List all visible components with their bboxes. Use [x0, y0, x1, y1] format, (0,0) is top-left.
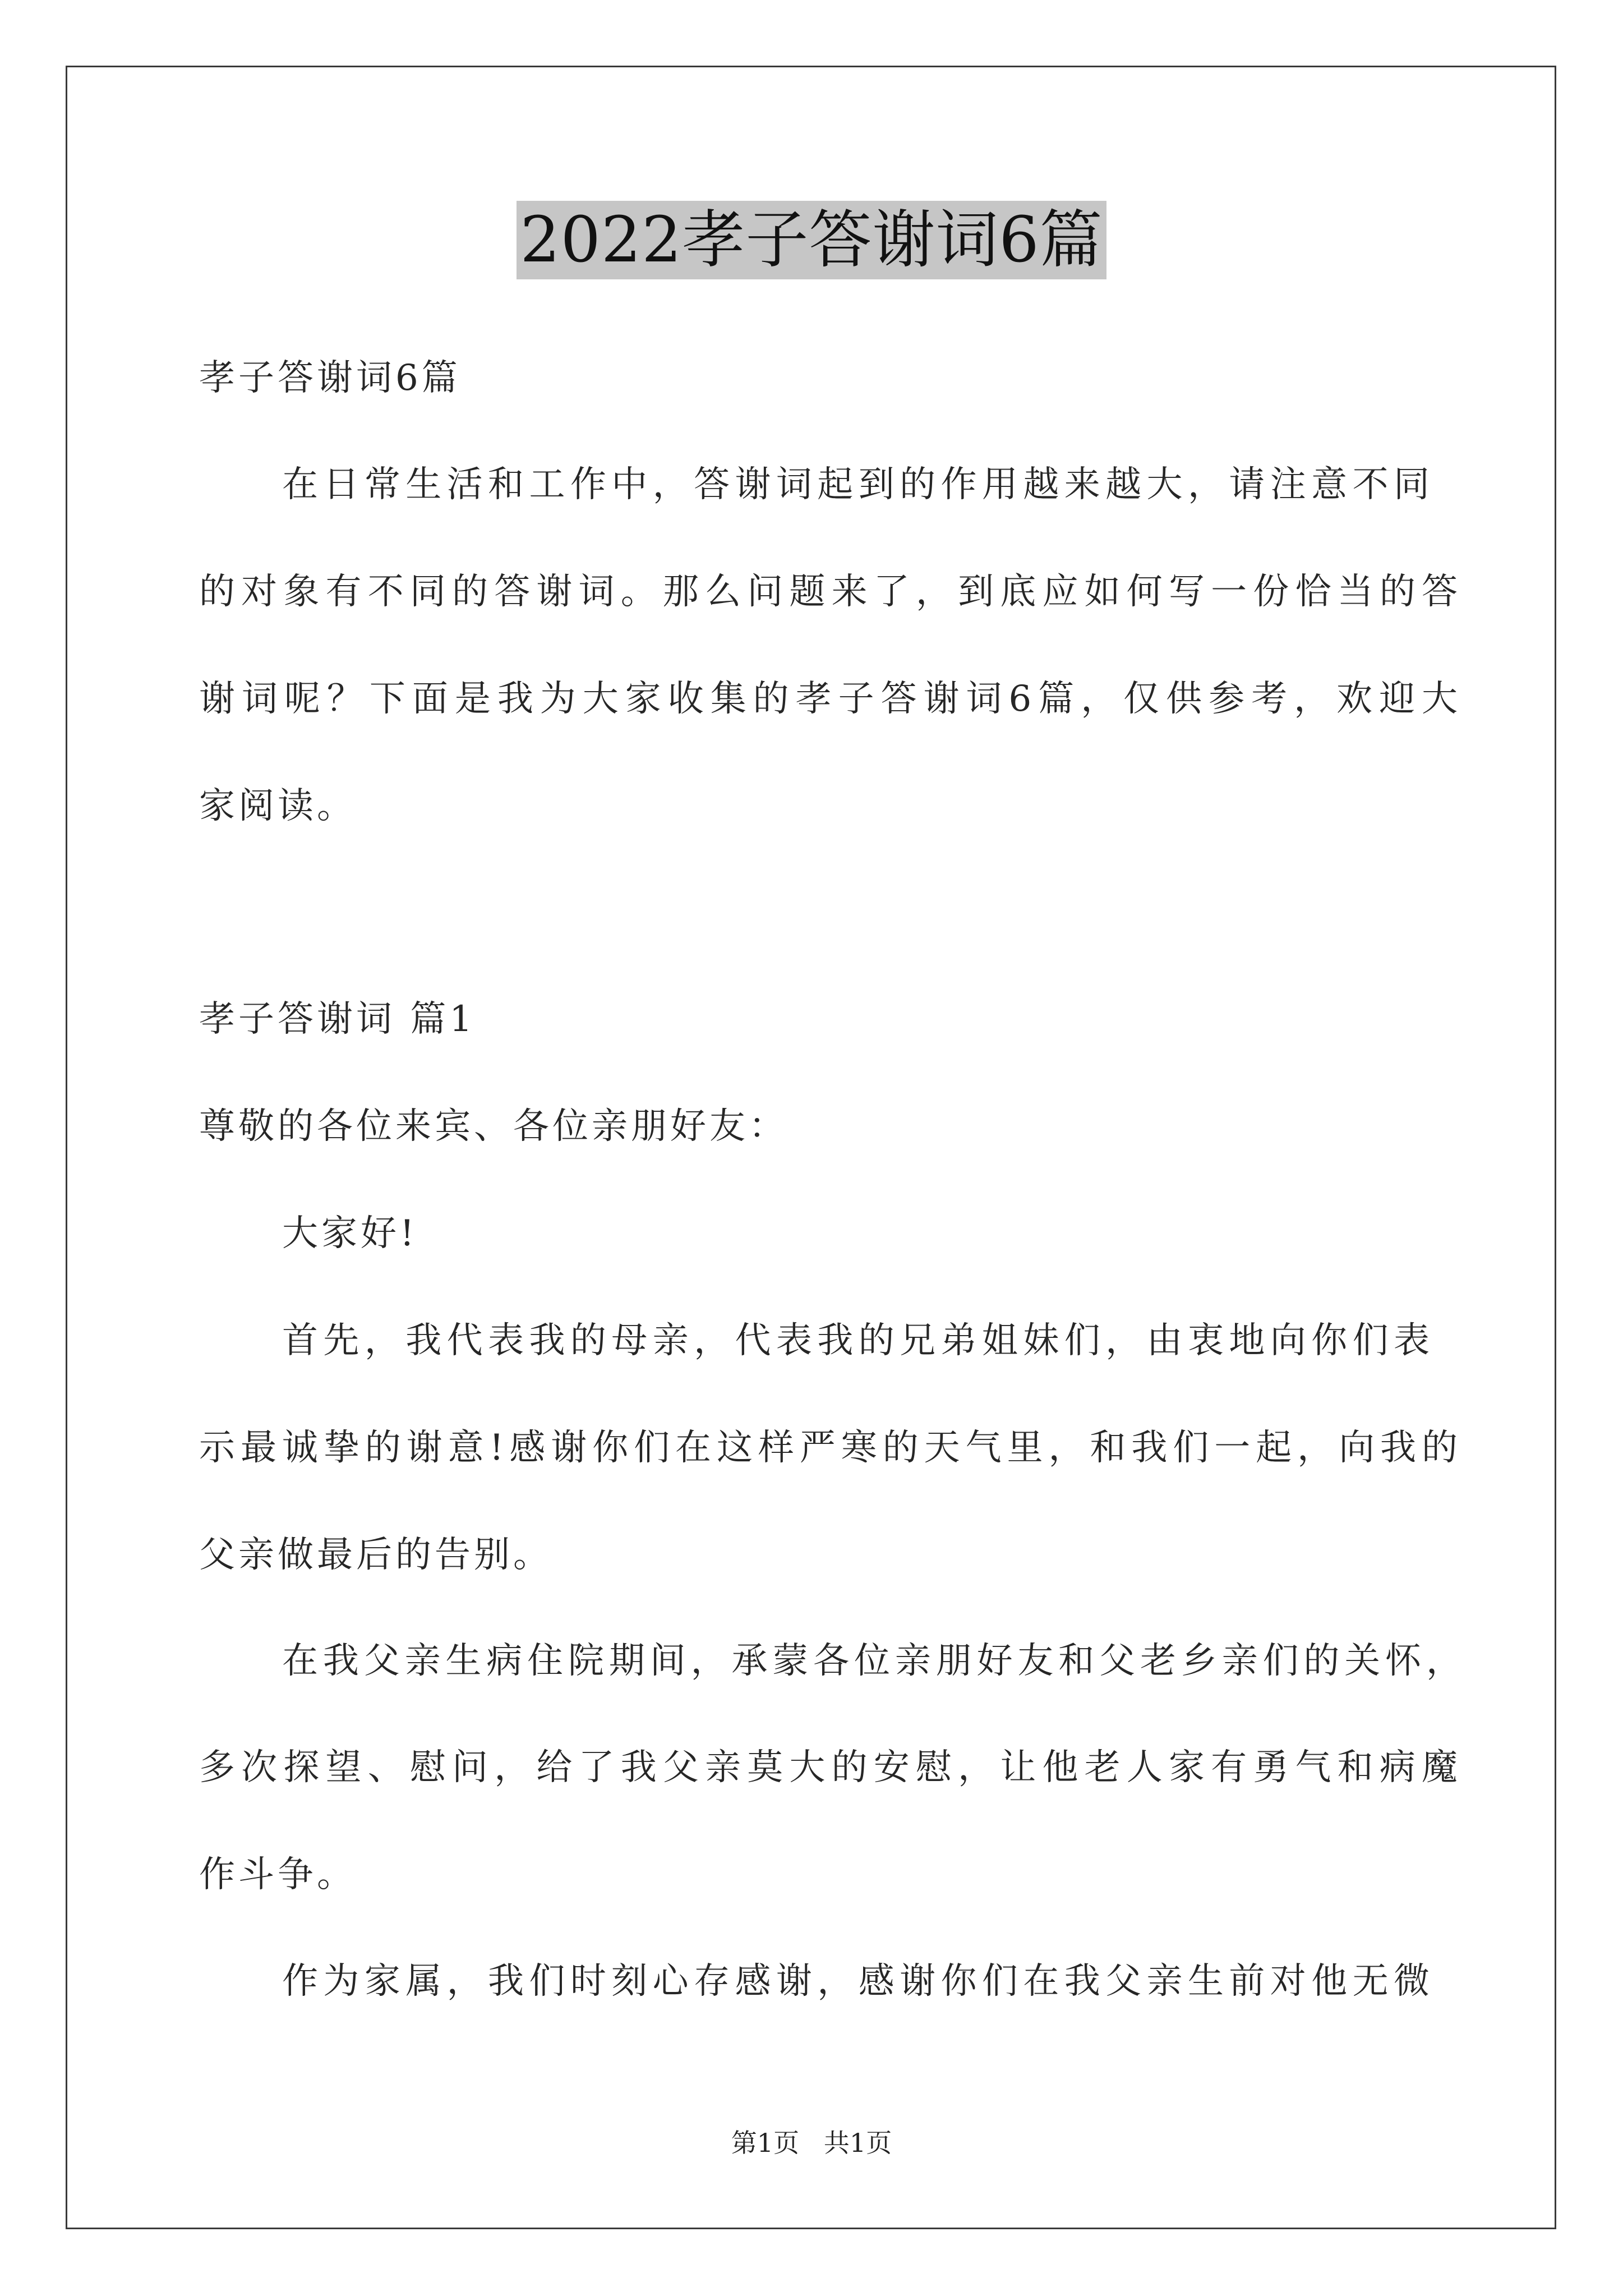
paragraph-2-line-2: 多次探望、慰问，给了我父亲莫大的安慰，让他老人家有勇气和病魔 [199, 1747, 1461, 1788]
salutation: 尊敬的各位来宾、各位亲朋好友： [199, 1106, 788, 1147]
intro-line-2: 的对象有不同的答谢词。那么问题来了，到底应如何写一份恰当的答 [199, 571, 1461, 613]
paragraph-3-line-1: 作为家属，我们时刻心存感谢，感谢你们在我父亲生前对他无微 [282, 1961, 1433, 2002]
paragraph-2-line-3: 作斗争。 [199, 1854, 356, 1895]
document-subtitle: 孝子答谢词6篇 [199, 357, 461, 399]
intro-line-3: 谢词呢？下面是我为大家收集的孝子答谢词6篇，仅供参考，欢迎大 [199, 678, 1461, 720]
greeting: 大家好! [282, 1213, 418, 1254]
title-container [0, 201, 1623, 279]
intro-line-1: 在日常生活和工作中，答谢词起到的作用越来越大，请注意不同 [282, 464, 1433, 505]
intro-line-4: 家阅读。 [199, 785, 356, 827]
paragraph-1-line-2: 示最诚挚的谢意!感谢你们在这样严寒的天气里，和我们一起，向我的 [199, 1427, 1461, 1469]
document-title: 2022孝子答谢词6篇 [517, 201, 1106, 279]
section-heading: 孝子答谢词 篇1 [199, 999, 476, 1040]
page-footer: 第1页 共1页 [731, 2128, 892, 2158]
paragraph-1-line-3: 父亲做最后的告别。 [199, 1534, 552, 1576]
paragraph-1-line-1: 首先，我代表我的母亲，代表我的兄弟姐妹们，由衷地向你们表 [282, 1320, 1433, 1361]
paragraph-2-line-1: 在我父亲生病住院期间，承蒙各位亲朋好友和父老乡亲们的关怀， [282, 1640, 1465, 1682]
